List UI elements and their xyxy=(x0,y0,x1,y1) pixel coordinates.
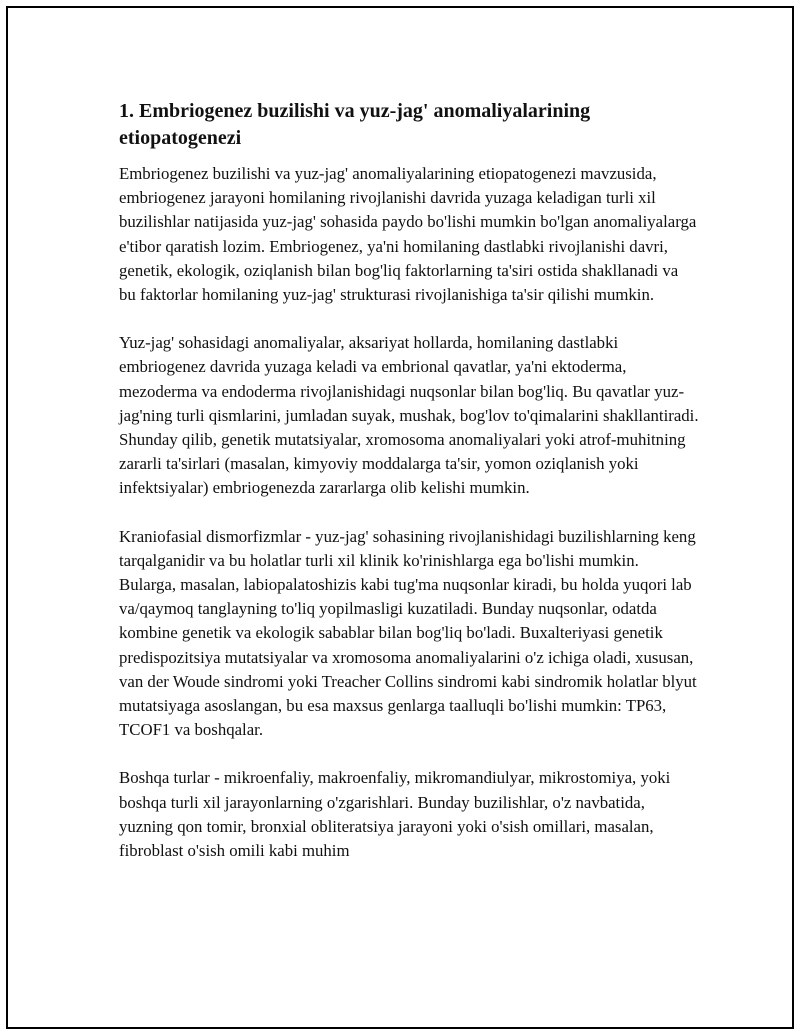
section-heading: 1. Embriogenez buzilishi va yuz-jag' anomaliyalarining etiopatogenezi xyxy=(119,100,591,149)
paragraph-3: Kraniofasial dismorfizmlar - yuz-jag' sohasining rivojlanishidagi buzilishlarning keng tarqalganidir va bu holatlar turli xil klinik ko'rinishlarga ega bo'lishi mumkin. Bularga, masalan, labiopalatoshizis kabi tug'ma nuqsonlar kiradi, bu holda yuqori lab va/qaymoq tanglayning to'liq yopilmasligi kuzatiladi. Bunday nuqsonlar, odatda kombine genetik va ekologik sabablar bilan bog'liq bo'ladi. Buxalteriyasi genetik predispozitsiya mutatsiyalar va xromosoma anomaliyalarini o'z ichiga oladi, xususan, van der Woude sindromi yoki Treacher Collins sindromi kabi sindromik holatlar blyut mutatsiyaga asoslangan, bu esa maxsus genlarga taalluqli bo'lishi mumkin: TP63, TCOF1 va boshqalar. xyxy=(119,526,697,740)
document-content xyxy=(119,98,699,887)
paragraph-1: Embriogenez buzilishi va yuz-jag' anomaliyalarining etiopatogenezi mavzusida, embriogenez jarayoni homilaning rivojlanishi davrida yuzaga keladigan turli xil buzilishlar natijasida yuz-jag' sohasida paydo bo'lishi mumkin bo'lgan anomaliyalarga e'tibor qaratish lozim. Embriogenez, ya'ni homilaning dastlabki rivojlanishi davri, genetik, ekologik, oziqlanish bilan bog'liq faktorlarning ta'siri ostida shakllanadi va bu faktorlar homilaning yuz-jag' strukturasi rivojlanishiga ta'sir qilishi mumkin. xyxy=(119,164,697,305)
paragraph-4: Boshqa turlar - mikroenfaliy, makroenfaliy, mikromandiulyar, mikrostomiya, yoki boshqa turli xil jarayonlarning o'zgarishlari. Bunday buzilishlar, o'z navbatida, yuzning qon tomir, bronxial obliteratsiya jarayoni yoki o'sish omillari, masalan, fibroblast o'sish omili kabi muhim xyxy=(119,768,671,861)
document-page xyxy=(6,6,794,1029)
paragraph-2: Yuz-jag' sohasidagi anomaliyalar, aksariyat hollarda, homilaning dastlabki embriogenez davrida yuzaga keladi va embrional qavatlar, ya'ni ektoderma, mezoderma va endoderma rivojlanishidagi nuqsonlar bilan bog'liq. Bu qavatlar yuz-jag'ning turli qismlarini, jumladan suyak, mushak, bog'lov to'qimalarini shakllantiradi. Shunday qilib, genetik mutatsiyalar, xromosoma anomaliyalari yoki atrof-muhitning zararli ta'sirlari (masalan, kimyoviy moddalarga ta'sir, yomon oziqlanish yoki infektsiyalar) embriogenezda zararlarga olib kelishi mumkin. xyxy=(119,333,699,498)
